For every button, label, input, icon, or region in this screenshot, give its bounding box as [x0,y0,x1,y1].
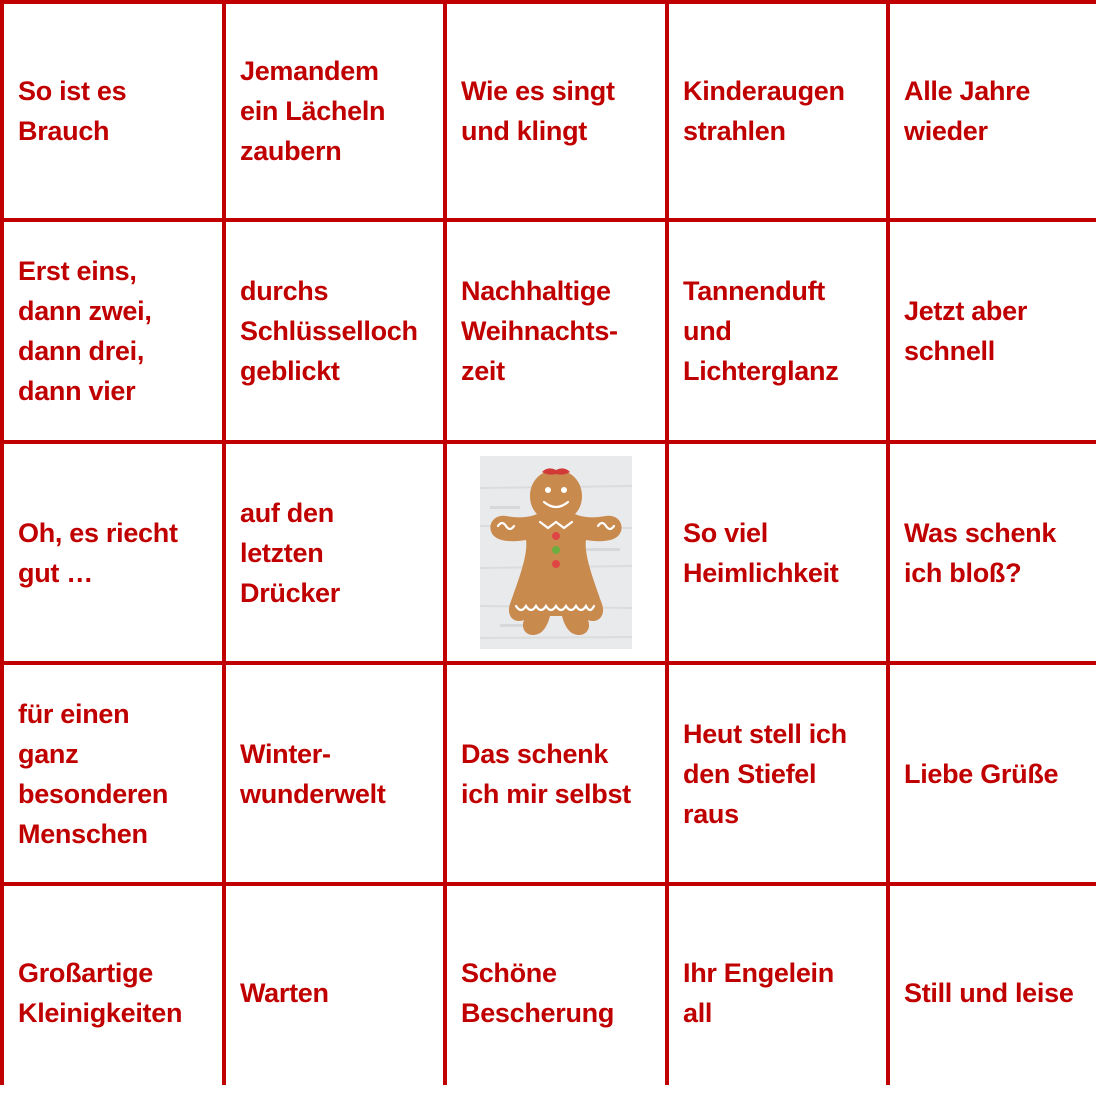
bingo-cell [890,222,1100,440]
bingo-cell [226,222,443,440]
cell-text: auf den letzten Drücker [240,497,340,608]
cell-text: Oh, es riecht gut … [18,517,178,588]
bingo-cell [226,444,443,661]
cell-text: Kinderaugen strahlen [683,76,845,146]
cell-text: Erst eins, dann zwei, dann drei, dann vier [18,256,152,406]
bingo-cell-center-image [447,444,665,661]
cell-text: durchs Schlüsselloch geblickt [240,276,418,386]
bingo-cell [890,444,1100,661]
cell-text: Großartige Kleinigkeiten [18,958,183,1028]
cell-text: Jetzt aber schnell [904,296,1028,366]
bingo-cell [226,886,443,1100]
bingo-cell [669,886,886,1100]
cell-text: Heut stell ich den Stiefel raus [683,718,847,829]
bingo-cell [890,886,1100,1100]
bingo-cell [669,4,886,218]
bingo-cell [4,886,222,1100]
bingo-cell [4,4,222,218]
cell-text: für einen ganz besonderen Menschen [18,698,169,849]
bingo-cell [4,444,222,661]
cell-text: Liebe Grüße [904,758,1059,789]
cell-text: Ihr Engelein all [683,958,834,1028]
bingo-cell [669,665,886,882]
bingo-cell [669,222,886,440]
gingerbread-woman-icon [480,456,632,649]
cell-text: Jemandem ein Lächeln zaubern [240,56,386,166]
bingo-cell [669,444,886,661]
cell-text: Still und leise [904,978,1074,1008]
bingo-cell [890,4,1100,218]
cell-text: Nachhaltige Weihnachts- zeit [461,276,618,386]
cell-text: Alle Jahre wieder [904,76,1031,146]
cell-text: Schöne Bescherung [461,958,615,1028]
cell-text: Das schenk ich mir selbst [461,738,631,809]
bingo-cell [890,665,1100,882]
bingo-cell [4,665,222,882]
cell-text: Was schenk ich bloß? [904,517,1057,588]
bingo-cell [4,222,222,440]
cell-text: So viel Heimlichkeit [683,517,839,588]
bingo-cell [447,222,665,440]
cell-text: So ist es Brauch [18,76,127,146]
cell-text: Tannenduft und Lichterglanz [683,276,839,386]
cell-text: Winter- wunderwelt [240,738,386,809]
bingo-cell [447,665,665,882]
cell-text: Wie es singt und klingt [461,76,615,146]
bingo-cell [226,665,443,882]
cell-text: Warten [240,978,329,1008]
bingo-cell [226,4,443,218]
bingo-cell [447,886,665,1100]
bingo-cell [447,4,665,218]
